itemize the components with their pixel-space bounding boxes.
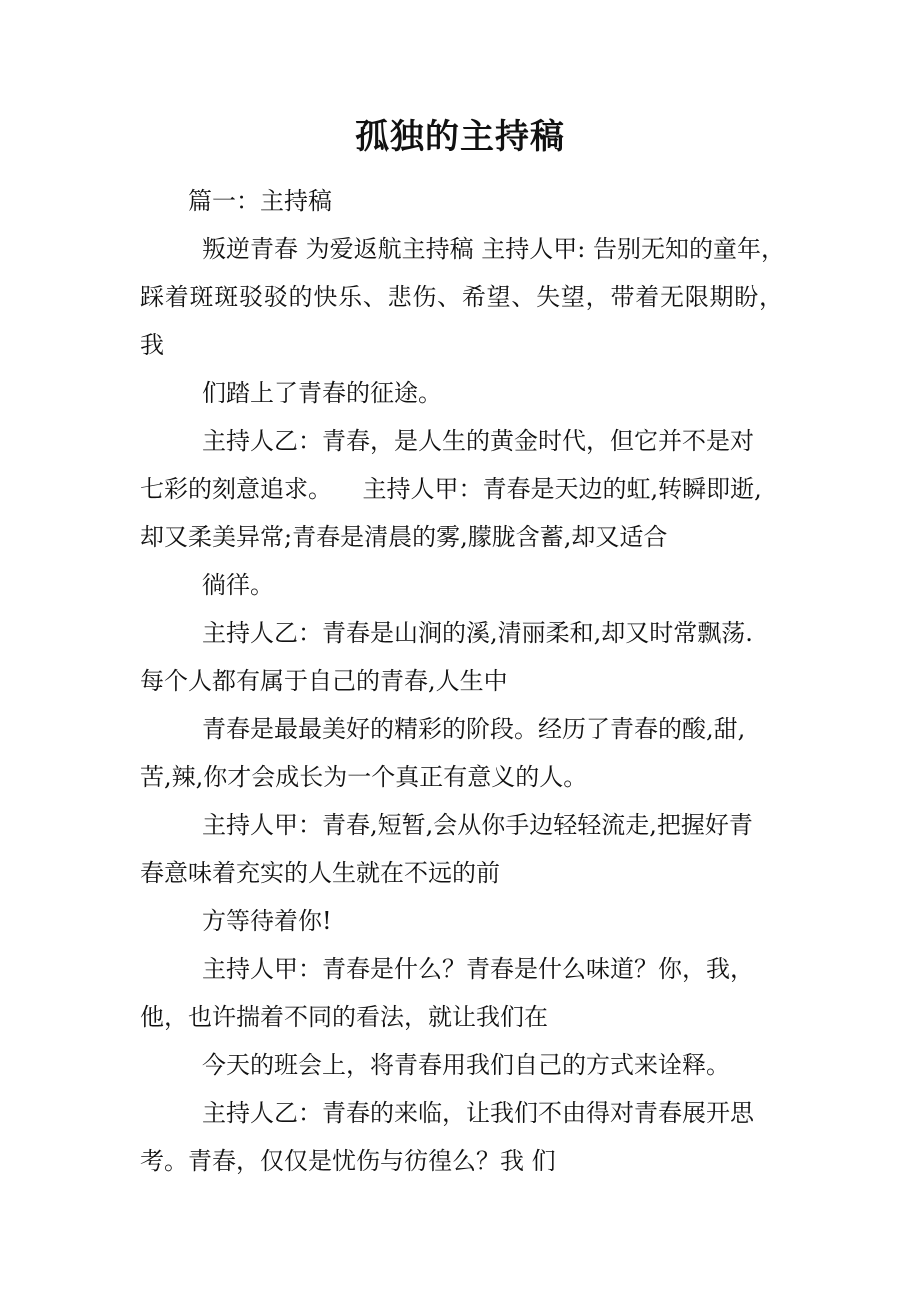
text-line: 他，也许揣着不同的看法，就让我们在 — [140, 1003, 548, 1031]
text-line: 七彩的刻意追求。 主持人甲：青春是天边的虹,转瞬即逝, — [140, 475, 762, 503]
document-title: 孤独的主持稿 — [355, 117, 565, 157]
text-line: 春意味着充实的人生就在不远的前 — [140, 859, 500, 887]
text-line: 今天的班会上，将青春用我们自己的方式来诠释。 — [202, 1051, 730, 1079]
text-line: 们踏上了青春的征途。 — [202, 379, 442, 407]
text-line: 青春是最最美好的精彩的阶段。经历了青春的酸,甜, — [202, 715, 746, 743]
text-line: 主持人乙：青春的来临，让我们不由得对青春展开思 — [202, 1099, 754, 1127]
text-line: 踩着斑斑驳驳的快乐、悲伤、希望、失望，带着无限期盼， — [140, 283, 783, 311]
section-heading: 篇一：主持稿 — [188, 187, 332, 215]
text-line: 方等待着你! — [202, 907, 332, 935]
text-line: 主持人乙：青春是山涧的溪,清丽柔和,却又时常飘荡. — [202, 619, 753, 647]
text-line: 考。青春，仅仅是忧伤与彷徨么？我 们 — [140, 1147, 556, 1175]
text-line: 主持人乙：青春，是人生的黄金时代，但它并不是对 — [202, 427, 754, 455]
text-line: 叛逆青春 为爱返航主持稿 主持人甲: 告别无知的童年， — [202, 235, 785, 263]
text-line: 却又柔美异常;青春是清晨的雾,朦胧含蓄,却又适合 — [140, 523, 668, 551]
text-line: 我 — [140, 331, 164, 359]
text-line: 每个人都有属于自己的青春,人生中 — [140, 667, 508, 695]
text-line: 主持人甲：青春是什么？青春是什么味道？你，我， — [202, 955, 754, 983]
text-line: 苦,辣,你才会成长为一个真正有意义的人。 — [140, 763, 588, 791]
text-line: 主持人甲：青春,短暂,会从你手边轻轻流走,把握好青 — [202, 811, 753, 839]
text-line: 徜徉。 — [202, 571, 274, 599]
